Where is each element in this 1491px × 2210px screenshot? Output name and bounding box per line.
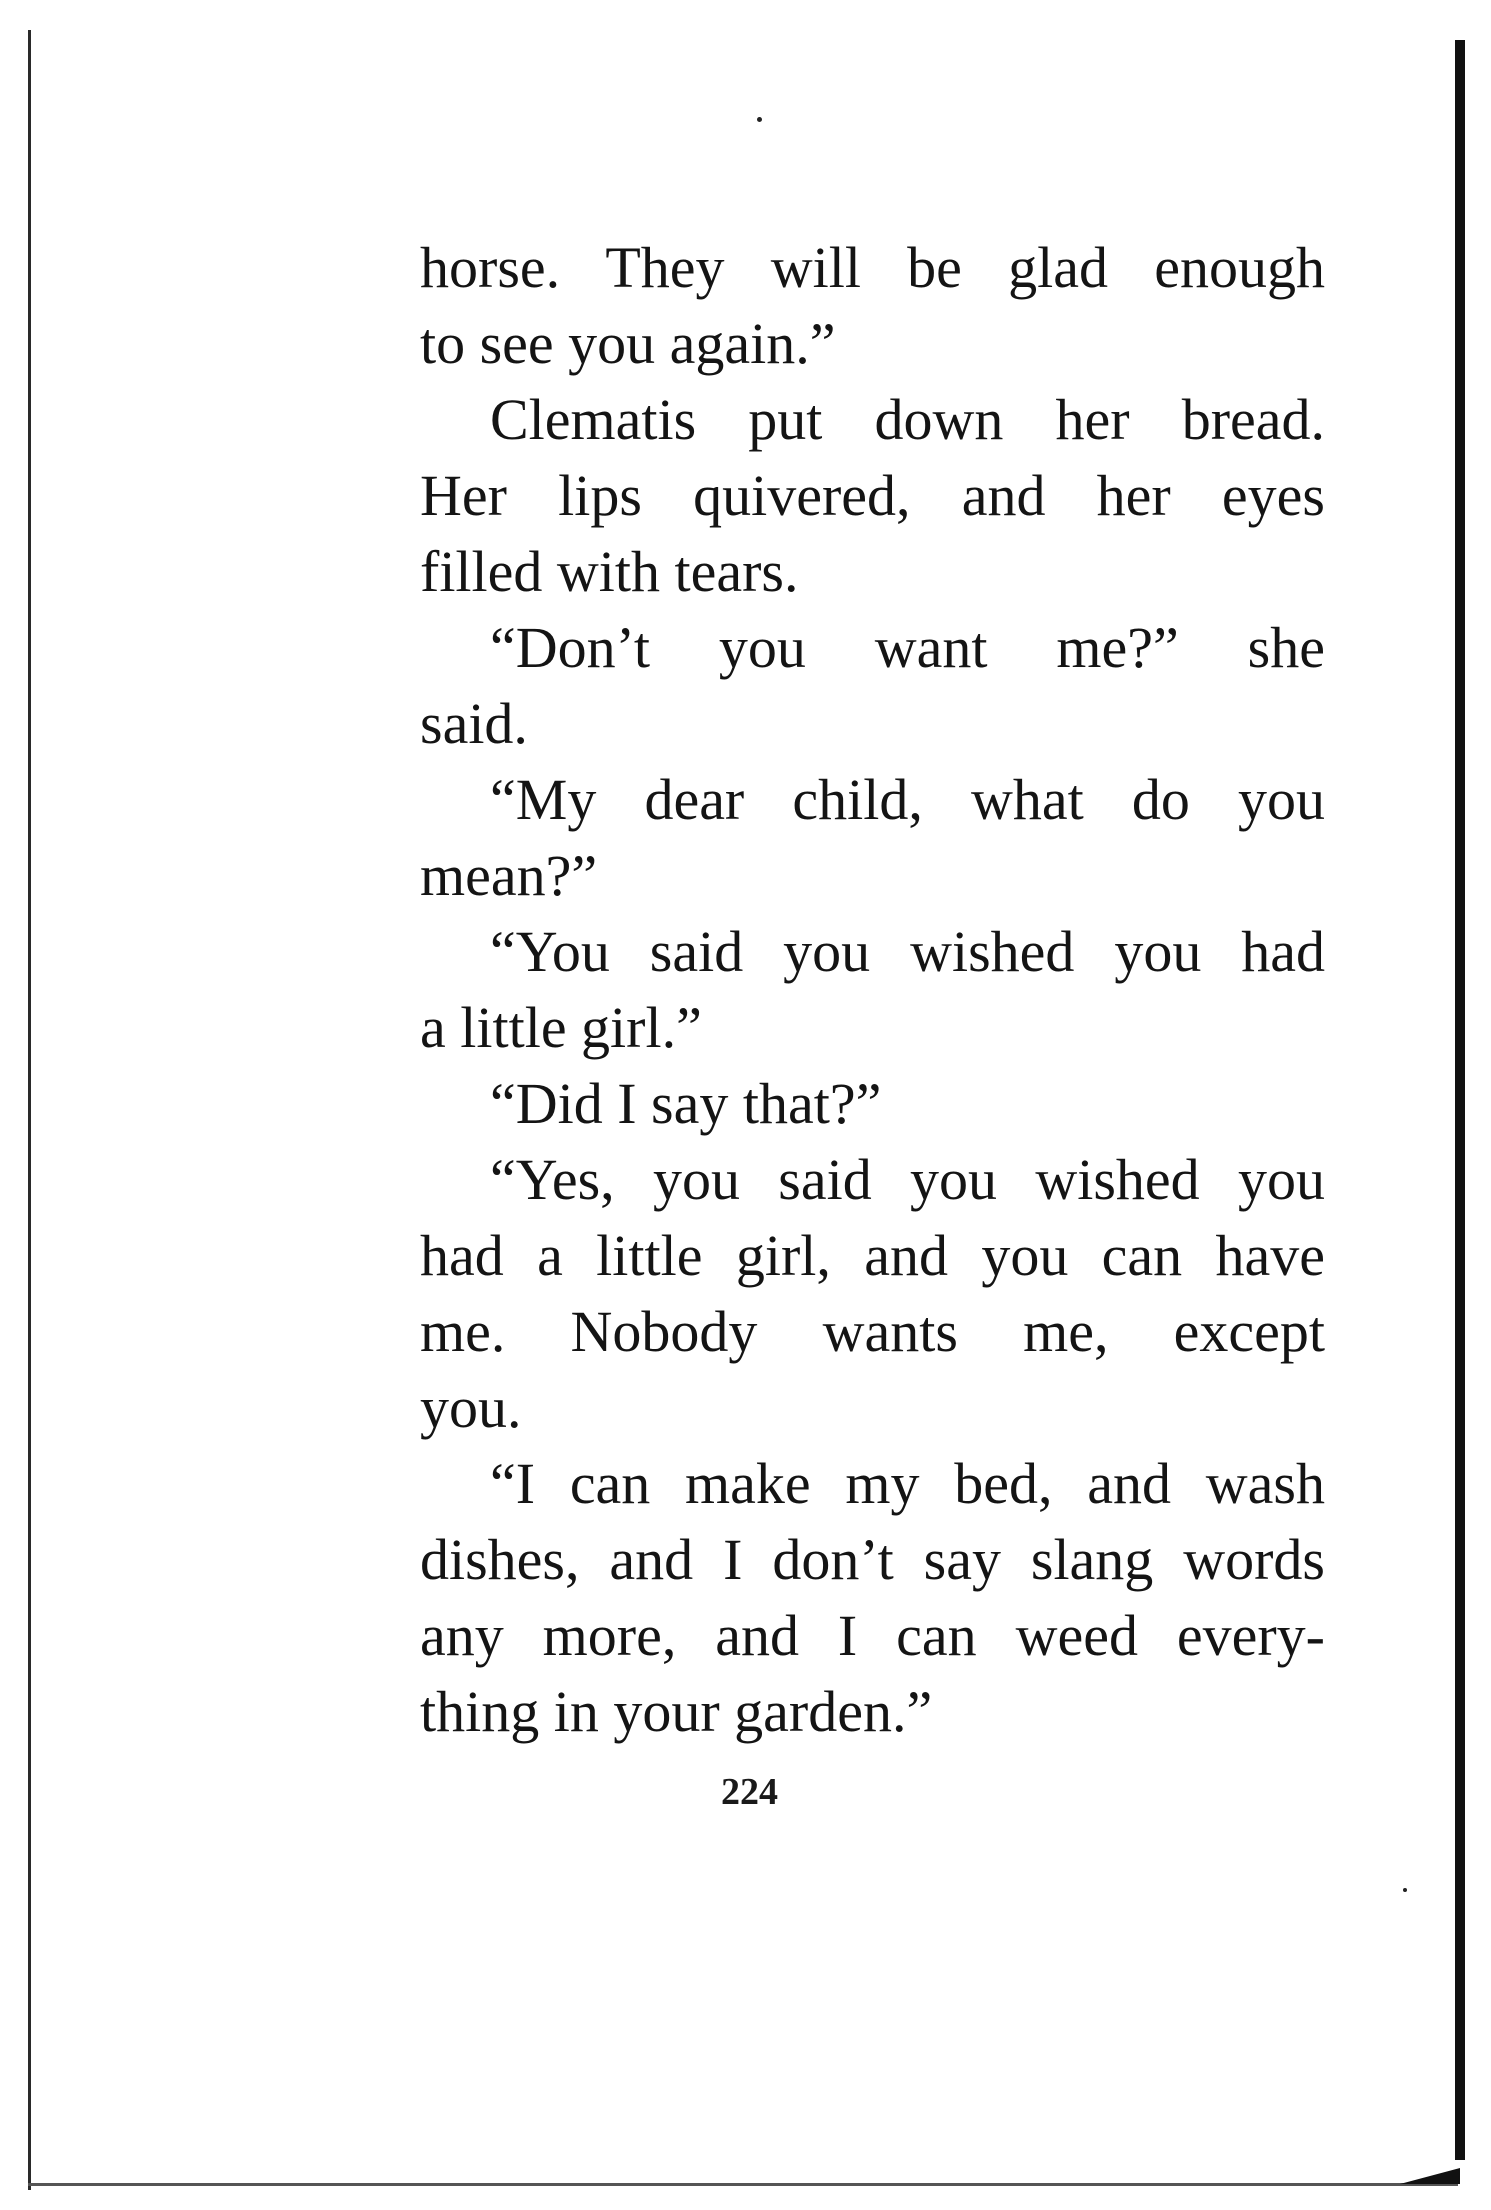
bottom-page-edge <box>28 2183 1458 2186</box>
text-line: “You said you wished you had <box>490 919 1325 984</box>
text-line: said. <box>420 691 528 756</box>
text-line: “Did I say that?” <box>490 1071 882 1136</box>
body-text <box>420 230 1325 1750</box>
text-line: “My dear child, what do you <box>490 767 1325 832</box>
page-number: 224 <box>721 1771 778 1813</box>
text-line: to see you again.” <box>420 311 836 376</box>
text-line: me. Nobody wants me, except <box>420 1299 1325 1364</box>
text-line: a little girl.” <box>420 995 702 1060</box>
text-line: filled with tears. <box>420 539 799 604</box>
scan-speck <box>1403 1888 1407 1892</box>
text-line: “I can make my bed, and wash <box>490 1451 1325 1516</box>
text-line: “Yes, you said you wished you <box>490 1147 1325 1212</box>
text-line: horse. They will be glad enough <box>420 235 1325 300</box>
text-line: mean?” <box>420 843 598 908</box>
page-corner-mark <box>1400 2168 1460 2184</box>
text-line: “Don’t you want me?” she <box>490 615 1325 680</box>
text-line: thing in your garden.” <box>420 1679 933 1744</box>
text-line: dishes, and I don’t say slang words <box>420 1527 1325 1592</box>
text-line: any more, and I can weed every- <box>420 1603 1325 1668</box>
right-page-edge <box>1455 40 1465 2160</box>
scan-speck <box>757 117 762 122</box>
text-line: Her lips quivered, and her eyes <box>420 463 1325 528</box>
text-line: Clematis put down her bread. <box>490 387 1325 452</box>
text-line: you. <box>420 1375 522 1440</box>
left-page-edge <box>28 30 31 2190</box>
text-line: had a little girl, and you can have <box>420 1223 1325 1288</box>
